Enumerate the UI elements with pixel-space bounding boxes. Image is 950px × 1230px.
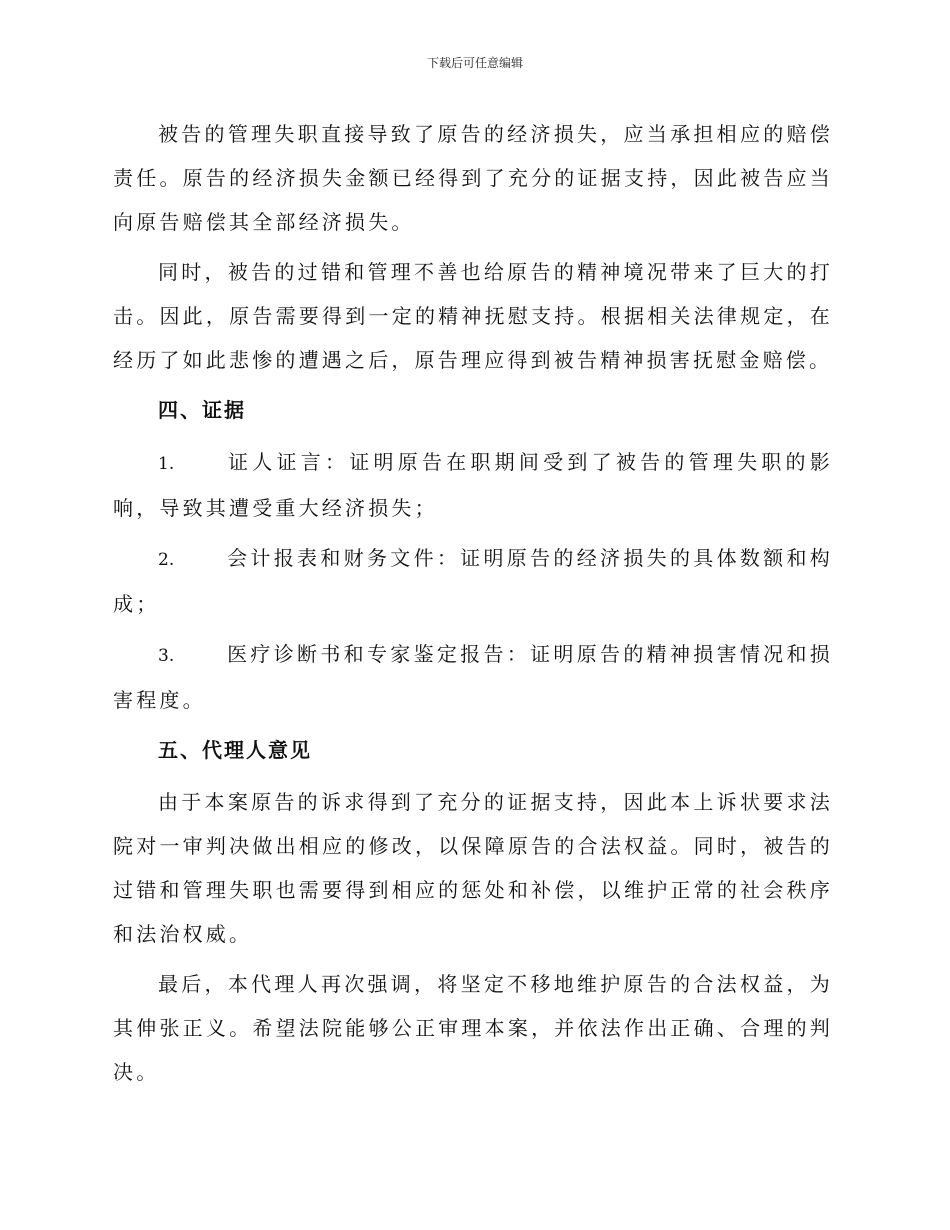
evidence-item-number: 3. [158,646,175,666]
evidence-item-text: 医疗诊断书和专家鉴定报告：证明原告的精神损害情况和损害程度。 [113,642,833,712]
paragraph-mental-damage: 同时，被告的过错和管理不善也给原告的精神境况带来了巨大的打击。因此，原告需要得到一定的精神抚慰支持。根据相关法律规定，在经历了如此悲惨的遭遇之后，原告理应得到被告精神损害抚慰金赔偿。 [113,260,833,372]
evidence-item-number: 1. [158,454,175,474]
paragraph-compensation-liability: 被告的管理失职直接导致了原告的经济损失，应当承担相应的赔偿责任。原告的经济损失金额已经得到了充分的证据支持，因此被告应当向原告赔偿其全部经济损失。 [113,122,833,234]
section-heading-agent-opinion: 五、代理人意见 [158,738,312,762]
evidence-item-3 [113,632,833,722]
paragraph-agent-request: 由于本案原告的诉求得到了充分的证据支持，因此本上诉状要求法院对一审判决做出相应的修改，以保障原告的合法权益。同时，被告的过错和管理失职也需要得到相应的惩处和补偿，以维护正常的社会秩序和法治权威。 [113,790,833,946]
evidence-item-text: 证人证言：证明原告在职期间受到了被告的管理失职的影响，导致其遭受重大经济损失； [113,450,833,520]
document-body [113,112,833,1100]
evidence-item-2 [113,536,833,626]
page-header: 下载后可任意编辑 [426,56,523,70]
section-heading-evidence: 四、证据 [158,398,246,422]
evidence-item-number: 2. [158,550,175,570]
evidence-item-1 [113,440,833,530]
paragraph-agent-conclusion: 最后，本代理人再次强调，将坚定不移地维护原告的合法权益，为其伸张正义。希望法院能够公正审理本案，并依法作出正确、合理的判决。 [113,972,833,1084]
evidence-item-text: 会计报表和财务文件：证明原告的经济损失的具体数额和构成； [113,546,833,616]
